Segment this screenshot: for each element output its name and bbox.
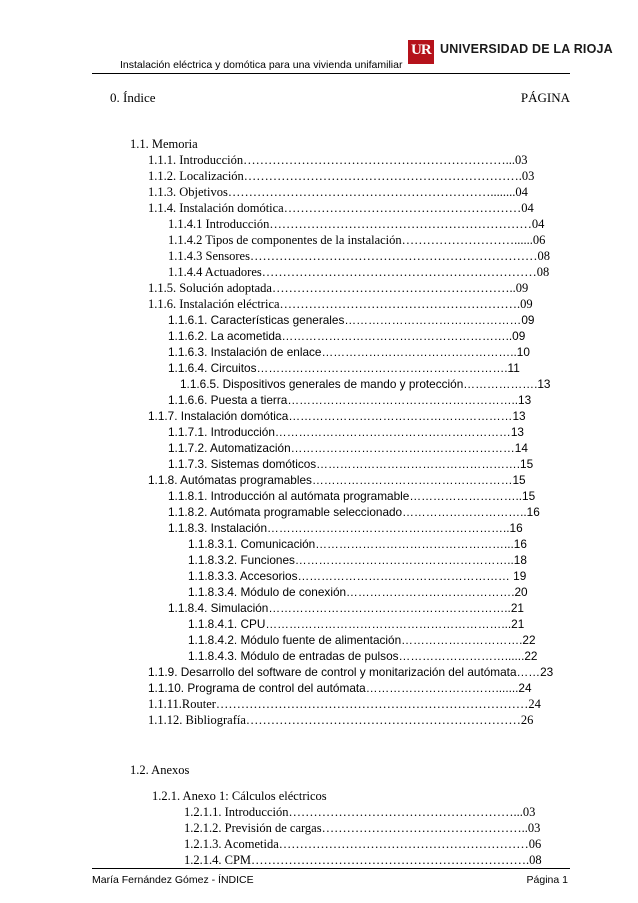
toc-entry: 1.1.6.5. Dispositivos generales de mando y protección……………….13	[180, 377, 551, 391]
toc-entry: 1.2.1. Anexo 1: Cálculos eléctricos	[152, 789, 327, 803]
toc-entry: 1.1.4.3 Sensores……………………………………………………………08	[168, 249, 550, 263]
toc-entry: 1.1.9. Desarrollo del software de control y monitarización del autómata……23	[148, 665, 554, 679]
toc-entry: 1.1.6.1. Características generales………………………………………09	[168, 313, 535, 327]
university-logo-text: UNIVERSIDAD DE LA RIOJA	[440, 42, 613, 56]
toc-entry: 1.2.1.1. Introducción………………………………………………...03	[184, 805, 536, 819]
toc-entry: 1.1.8.4. Simulación……………………………………………………..21	[168, 601, 524, 615]
toc-entry: 1.2. Anexos	[130, 763, 190, 777]
toc-entry: 1.1.2. Localización………………………………………………………….03	[148, 169, 535, 183]
toc-entry: 1.1.8.1. Introducción al autómata programable………………………..15	[168, 489, 536, 503]
university-logo-mark: UR	[408, 40, 434, 64]
toc-entry: 1.1.8.4.1. CPU……………………………………………………...21	[188, 617, 525, 631]
footer-author: María Fernández Gómez - ÍNDICE	[92, 874, 254, 886]
toc-entry: 1.1.4.4 Actuadores…………………………………………………………08	[168, 265, 550, 279]
toc-entry: 1.1.8.3.1. Comunicación…………………………………………...16	[188, 537, 527, 551]
toc-entry: 1.2.1.2. Previsión de cargas…………………………………………..03	[184, 821, 541, 835]
toc-entry: 1.1.8. Autómatas programables……………………………………………15	[148, 473, 526, 487]
toc-entry: 1.1.4.2 Tipos de componentes de la instalación………………………......06	[168, 233, 546, 247]
toc-entry: 1.1.8.2. Autómata programable seleccionado…………………………..16	[168, 505, 540, 519]
toc-entry: 1.1.6.4. Circuitos……………………………………………………….11	[168, 361, 520, 375]
toc-entry: 1.1.1. Introducción………………………………………………………...03	[148, 153, 528, 167]
toc-entry: 1.1.5. Solución adoptada…………………………………………………..09	[148, 281, 529, 295]
running-header-title: Instalación eléctrica y domótica para una vivienda unifamiliar	[120, 59, 403, 71]
toc-entry: 1.1.8.4.2. Módulo fuente de alimentación………………………….22	[188, 633, 536, 647]
toc-entry: 1.1.11.Router…………………………………………………………………24	[148, 697, 541, 711]
toc-entry: 1.1.4. Instalación domótica…………………………………………………04	[148, 201, 534, 215]
footer-page-number: Página 1	[526, 874, 568, 886]
toc-entry: 1.1.7. Instalación domótica…………………………………………………13	[148, 409, 526, 423]
toc-entry: 1.1.4.1 Introducción………………………………………………………04	[168, 217, 545, 231]
toc-entry: 1.1.7.3. Sistemas domóticos…………………………………………….15	[168, 457, 534, 471]
toc-entry: 1.1.8.3.4. Módulo de conexión…………………………………….20	[188, 585, 528, 599]
toc-entry: 1.2.1.3. Acometida……………………………………………………06	[184, 837, 542, 851]
toc-entry: 1.1.8.3.3. Accesorios……………………………………………… 19	[188, 569, 527, 583]
toc-entry: 1.2.1.4. CPM………………………………………………………….08	[184, 853, 542, 867]
toc-entry: 1.1.6.2. La acometida…………………………………………………..09	[168, 329, 526, 343]
toc-entry: 1.1.7.2. Automatización…………………………………………………14	[168, 441, 528, 455]
toc-entry: 1.1. Memoria	[130, 137, 198, 151]
toc-entry: 1.1.6.3. Instalación de enlace…………………………………………..10	[168, 345, 530, 359]
page-column-label: PÁGINA	[520, 90, 570, 105]
toc-entry: 1.1.6.6. Puesta a tierra…………………………………………………..13	[168, 393, 532, 407]
toc-entry: 1.1.7.1. Introducción……………………………………………………13	[168, 425, 524, 439]
section-title: 0. Índice	[110, 90, 156, 105]
toc-entry: 1.1.6. Instalación eléctrica………………………………………………….09	[148, 297, 533, 311]
footer-divider	[92, 868, 570, 869]
toc-entry: 1.1.8.4.3. Módulo de entradas de pulsos………………………......22	[188, 649, 538, 663]
header-divider	[92, 73, 570, 74]
toc-entry: 1.1.10. Programa de control del autómata…………………………….......24	[148, 681, 532, 695]
toc-entry: 1.1.3. Objetivos………………………………………………………........04	[148, 185, 528, 199]
toc-entry: 1.1.8.3. Instalación……………………………………………………..16	[168, 521, 523, 535]
university-logo	[408, 40, 613, 64]
toc-entry: 1.1.8.3.2. Funciones………………………………………………..18	[188, 553, 527, 567]
toc-entry: 1.1.12. Bibliografía…………………………………………………………26	[148, 713, 534, 727]
